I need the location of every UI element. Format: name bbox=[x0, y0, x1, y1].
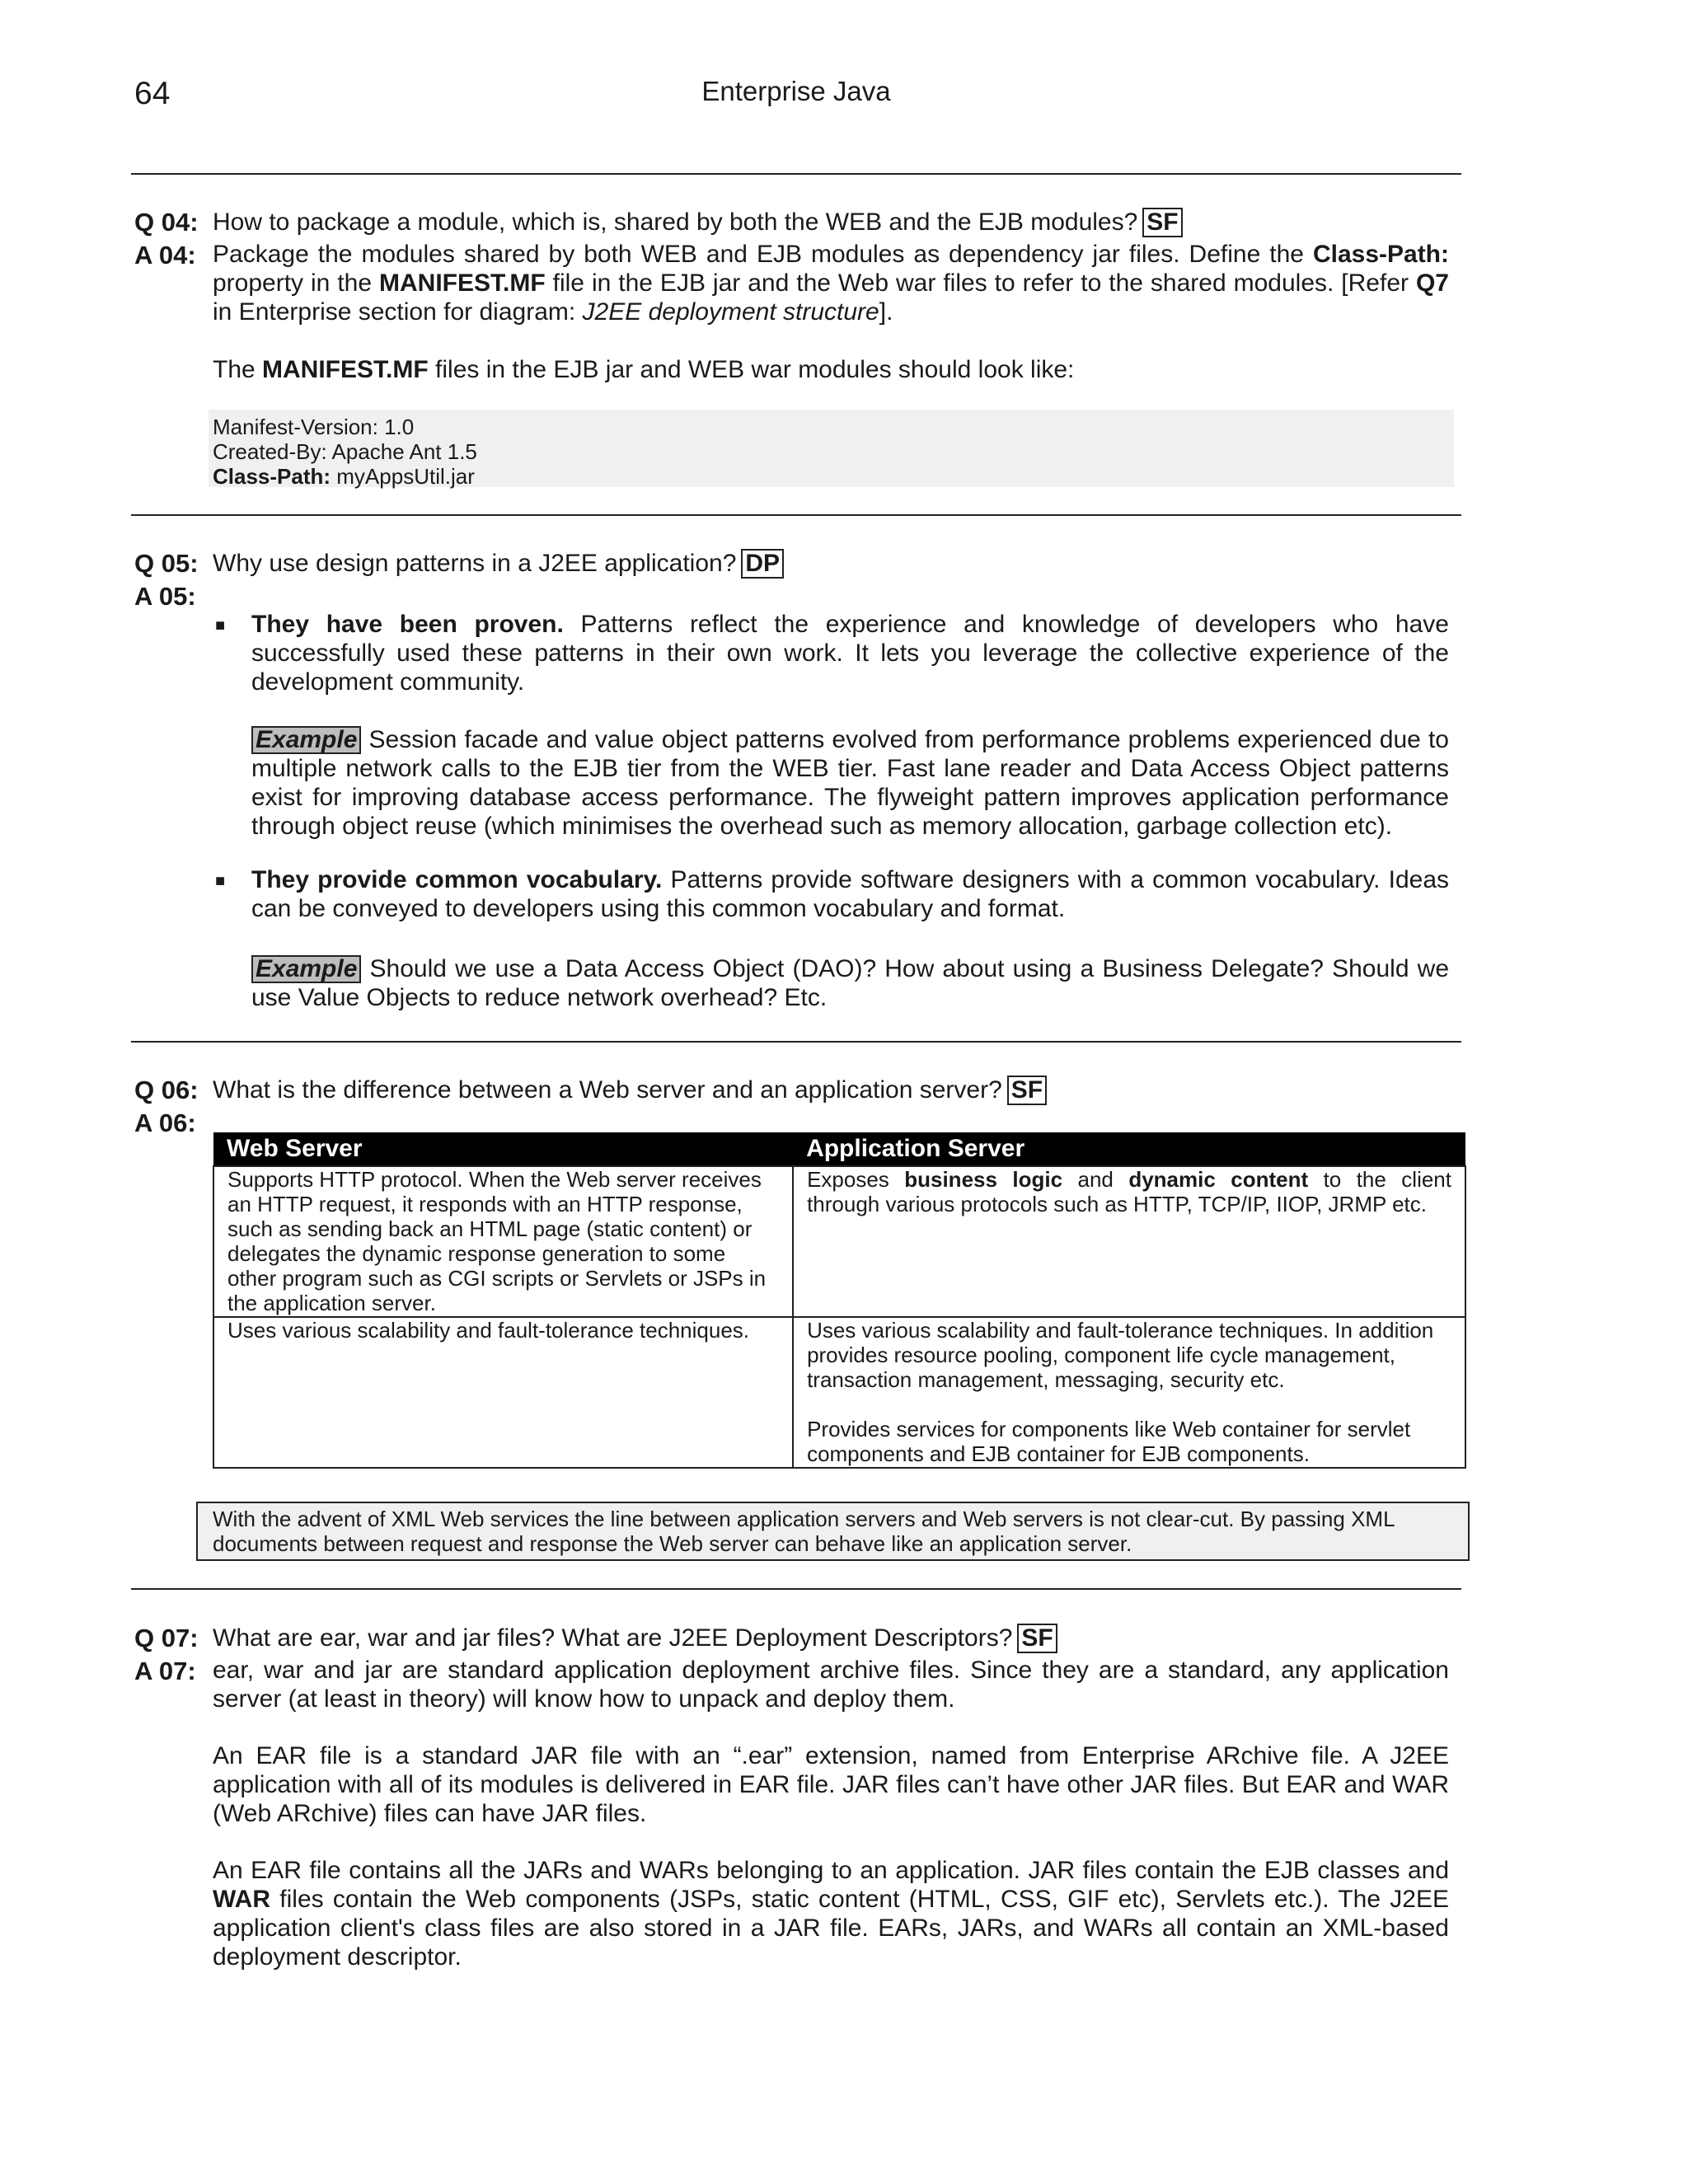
q05-question bbox=[213, 549, 784, 579]
a04-bold-classpath: Class-Path: bbox=[1312, 241, 1449, 268]
code-line bbox=[213, 464, 1454, 489]
a07-paragraph-2: An EAR file is a standard JAR file with an “.ear” extension, named from Enterprise ARchive file. A J2EE application with all of its modules is delivered in EAR file. JAR files can’t have other JAR files. But EAR and WAR (Web ARchive) files can have JAR files. bbox=[213, 1742, 1449, 1827]
q07-question bbox=[213, 1624, 1057, 1653]
table-row bbox=[213, 1317, 1465, 1468]
cell-bold: dynamic content bbox=[1128, 1167, 1309, 1192]
a04-italic-diagram: J2EE deployment structure bbox=[582, 298, 879, 326]
page-number: 64 bbox=[134, 76, 171, 111]
table-cell: Supports HTTP protocol. When the Web server receives an HTTP request, it responds with an HTTP response, such as sending back an HTML page (static content) or delegates the dynamic response generation to some other program such as CGI scripts or Servlets or JSPs in the application server. bbox=[213, 1166, 793, 1317]
code-line: Created-By: Apache Ant 1.5 bbox=[213, 439, 477, 464]
q05-bullet-2 bbox=[251, 865, 1449, 923]
manifest-intro-bold: MANIFEST.MF bbox=[262, 356, 429, 383]
code-line: Manifest-Version: 1.0 bbox=[213, 415, 415, 439]
code-classpath-key: Class-Path: bbox=[213, 464, 331, 489]
section-rule bbox=[131, 1041, 1461, 1043]
cell-text: Exposes bbox=[807, 1167, 905, 1192]
manifest-code-block bbox=[209, 410, 1454, 487]
q05-question-text: Why use design patterns in a J2EE application? bbox=[213, 550, 737, 577]
header-rule bbox=[131, 173, 1461, 175]
section-rule bbox=[131, 1588, 1461, 1590]
table-row bbox=[213, 1166, 1465, 1317]
a07-bold-war: WAR bbox=[213, 1886, 270, 1913]
q04-tag: SF bbox=[1142, 208, 1182, 237]
manifest-intro-text: files in the EJB jar and WEB war modules should look like: bbox=[428, 356, 1075, 383]
a04-answer bbox=[213, 240, 1449, 326]
q06-label: Q 06: bbox=[134, 1076, 199, 1104]
q06-tag: SF bbox=[1007, 1076, 1047, 1105]
a07-text: An EAR file contains all the JARs and WARs belonging to an application. JAR files contain the EJB classes and bbox=[213, 1857, 1449, 1884]
q05-label: Q 05: bbox=[134, 549, 199, 578]
a07-text: files contain the Web components (JSPs, static content (HTML, CSS, GIF etc), Servlets etc.). The J2EE application client's class files are also stored in a JAR file. EARs, JARs, and WARs all contain an XML-based deployment descriptor. bbox=[213, 1886, 1449, 1971]
bullet-marker: ■ bbox=[215, 616, 226, 635]
a05-label: A 05: bbox=[134, 582, 196, 611]
a04-bold-manifest: MANIFEST.MF bbox=[379, 269, 546, 297]
section-rule bbox=[131, 514, 1461, 516]
cell-text: to the client through various protocols such as HTTP, TCP/IP, IIOP, JRMP etc. bbox=[807, 1167, 1451, 1216]
running-title: Enterprise Java bbox=[701, 76, 891, 106]
q04-label: Q 04: bbox=[134, 208, 199, 237]
a07-paragraph-1: ear, war and jar are standard application deployment archive files. Since they are a standard, any application server (at least in theory) will know how to unpack and deploy them. bbox=[213, 1657, 1449, 1713]
bullet-title: They have been proven. bbox=[251, 611, 564, 638]
q05-tag: DP bbox=[741, 549, 784, 579]
a06-label: A 06: bbox=[134, 1108, 196, 1137]
cell-text: and bbox=[1062, 1167, 1129, 1192]
table-header-row bbox=[213, 1132, 1465, 1166]
a07-label: A 07: bbox=[134, 1657, 196, 1685]
q06-question bbox=[213, 1076, 1047, 1105]
cell-paragraph: Provides services for components like Web container for servlet components and EJB container for EJB components. bbox=[807, 1417, 1411, 1466]
q06-question-text: What is the difference between a Web server and an application server? bbox=[213, 1076, 1002, 1104]
a04-label: A 04: bbox=[134, 241, 196, 269]
a04-text: property in the bbox=[213, 269, 380, 297]
q07-tag: SF bbox=[1017, 1624, 1057, 1653]
cell-bold: business logic bbox=[904, 1167, 1063, 1192]
bullet-title: They provide common vocabulary. bbox=[251, 866, 663, 893]
code-classpath-value: myAppsUtil.jar bbox=[331, 464, 475, 489]
example-label: Example bbox=[251, 726, 361, 754]
a04-text: in Enterprise section for diagram: bbox=[213, 298, 583, 326]
q07-label: Q 07: bbox=[134, 1624, 199, 1652]
comparison-table bbox=[213, 1132, 1466, 1469]
manifest-intro-text: The bbox=[213, 356, 263, 383]
a04-text: file in the EJB jar and the Web war files to refer to the shared modules. [Refer bbox=[545, 269, 1416, 297]
q05-example-2 bbox=[251, 954, 1449, 1012]
a07-paragraph-3 bbox=[213, 1856, 1449, 1971]
note-box: With the advent of XML Web services the line between application servers and Web servers is not clear-cut. By passing XML documents between request and response the Web server can behave like an application server. bbox=[196, 1502, 1470, 1561]
q05-bullet-1 bbox=[251, 610, 1449, 696]
bullet-text: Patterns provide software designers with a common vocabulary. Ideas can be conveyed to developers using this common vocabulary and format. bbox=[251, 866, 1450, 922]
q07-question-text: What are ear, war and jar files? What are J2EE Deployment Descriptors? bbox=[213, 1624, 1013, 1652]
a04-bold-q7: Q7 bbox=[1415, 269, 1449, 297]
example-label: Example bbox=[251, 955, 361, 983]
table-cell bbox=[793, 1166, 1465, 1317]
q04-question bbox=[213, 208, 1183, 237]
q04-question-text: How to package a module, which is, shared by both the WEB and the EJB modules? bbox=[213, 209, 1138, 236]
cell-paragraph: Uses various scalability and fault-tolerance techniques. In addition provides resource pooling, component life cycle management, transaction management, messaging, security etc. bbox=[807, 1318, 1434, 1392]
column-header-application-server: Application Server bbox=[793, 1132, 1465, 1166]
manifest-intro bbox=[213, 355, 1449, 384]
column-header-web-server: Web Server bbox=[213, 1132, 793, 1166]
q05-example-1 bbox=[251, 725, 1449, 841]
table-cell: Uses various scalability and fault-tolerance techniques. bbox=[213, 1317, 793, 1468]
bullet-marker: ■ bbox=[215, 872, 226, 890]
a04-text: Package the modules shared by both WEB and EJB modules as dependency jar files. Define the bbox=[213, 241, 1313, 268]
example-text: Session facade and value object patterns evolved from performance problems experienced due to multiple network calls to the EJB tier from the WEB tier. Fast lane reader and Data Access Object patterns exist for improving database access performance. The flyweight pattern improves application performance through object reuse (which minimises the overhead such as memory allocation, garbage collection etc). bbox=[251, 726, 1449, 840]
a04-text: ]. bbox=[879, 298, 893, 326]
table-cell bbox=[793, 1317, 1465, 1468]
bullet-text: Patterns reflect the experience and knowledge of developers who have successfully used these patterns in their own work. It lets you leverage the collective experience of the development community. bbox=[251, 611, 1449, 696]
example-text: Should we use a Data Access Object (DAO)? How about using a Business Delegate? Should we use Value Objects to reduce network overhead? Etc. bbox=[251, 955, 1449, 1011]
